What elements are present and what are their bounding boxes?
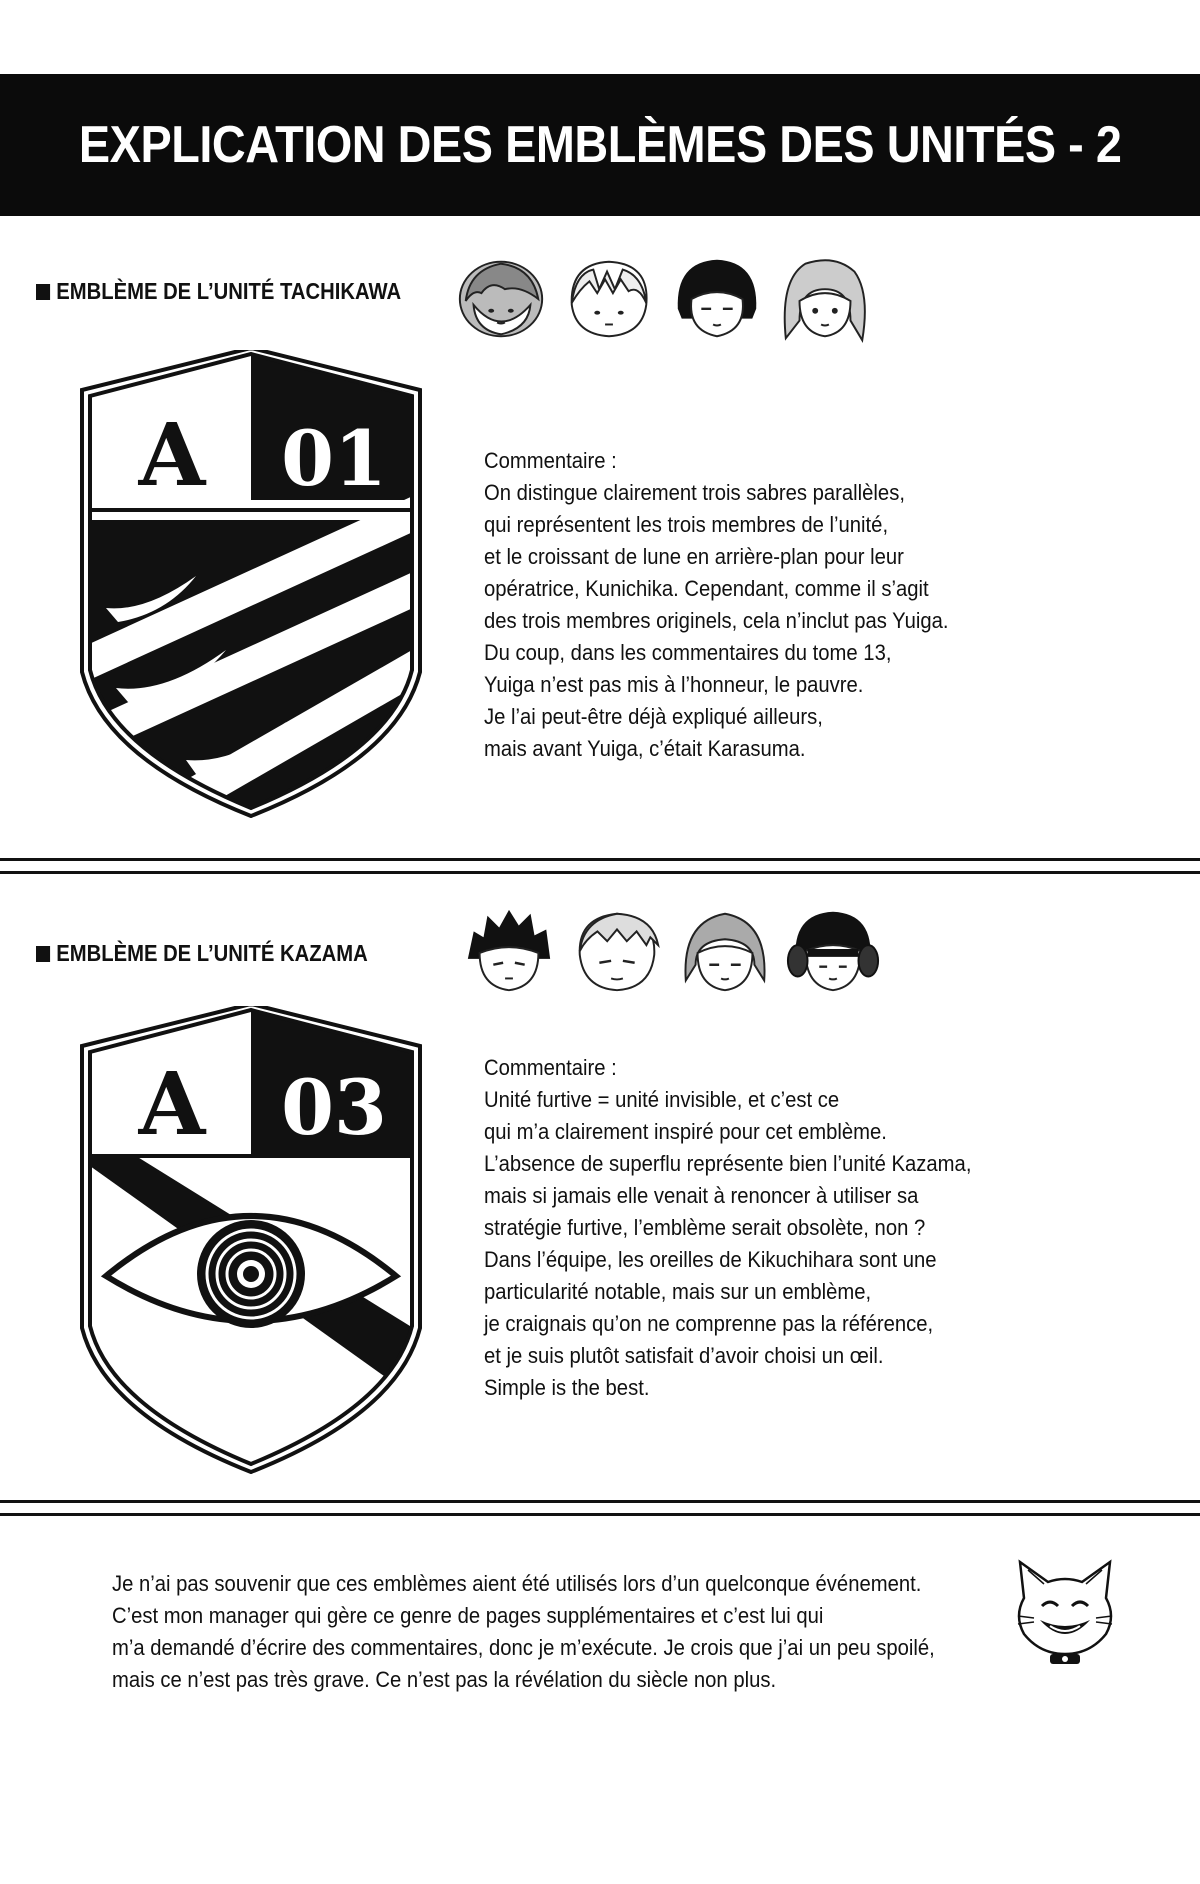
closing-line: m’a demandé d’écrire des commentaires, donc je m’exécute. Je crois que j’ai un peu spoilé, <box>112 1635 935 1660</box>
emblem-letter: A <box>138 1054 206 1155</box>
closing-note <box>112 1568 935 1696</box>
emblem-tachikawa <box>76 350 426 818</box>
face-spiky-dark-hair-icon <box>460 902 558 1000</box>
page-title: EXPLICATION DES EMBLÈMES DES UNITÉS - 2 <box>78 116 1122 174</box>
section-heading-label: EMBLÈME DE L’UNITÉ KAZAMA <box>56 940 368 966</box>
section-heading-kazama <box>36 940 368 967</box>
comment-line: Commentaire : <box>484 1055 617 1080</box>
comment-line: et je suis plutôt satisfait d’avoir choisi un œil. <box>484 1343 884 1368</box>
comment-kazama <box>484 1052 971 1404</box>
closing-line: mais ce n’est pas très grave. Ce n’est pas la révélation du siècle non plus. <box>112 1667 777 1692</box>
comment-line: Dans l’équipe, les oreilles de Kikuchihara sont une <box>484 1247 937 1272</box>
comment-line: Commentaire : <box>484 448 617 473</box>
comment-line: opératrice, Kunichika. Cependant, comme il s’agit <box>484 576 929 601</box>
comment-line: mais si jamais elle venait à renoncer à utiliser sa <box>484 1183 919 1208</box>
page-title-bar <box>0 74 1200 216</box>
comment-line: je craignais qu’on ne comprenne pas la référence, <box>484 1311 934 1336</box>
face-toned-hair-icon <box>676 902 774 1000</box>
face-dark-bob-icon <box>668 250 766 348</box>
closing-line: Je n’ai pas souvenir que ces emblèmes aient été utilisés lors d’un quelconque événement. <box>112 1571 922 1596</box>
comment-line: mais avant Yuiga, c’était Karasuma. <box>484 736 806 761</box>
section-divider <box>0 858 1200 874</box>
section-heading-tachikawa <box>36 278 401 305</box>
emblem-number: 03 <box>281 1063 387 1152</box>
face-long-light-hair-icon <box>776 250 874 348</box>
comment-line: particularité notable, mais sur un emblème, <box>484 1279 872 1304</box>
comment-line: stratégie furtive, l’emblème serait obsolète, non ? <box>484 1215 926 1240</box>
comment-line: et le croissant de lune en arrière-plan pour leur <box>484 544 904 569</box>
heading-bullet-icon <box>36 284 50 300</box>
face-headphones-icon <box>784 902 882 1000</box>
comment-line: Simple is the best. <box>484 1375 650 1400</box>
comment-line: des trois membres originels, cela n’inclut pas Yuiga. <box>484 608 949 633</box>
comment-line: Unité furtive = unité invisible, et c’est ce <box>484 1087 840 1112</box>
comment-line: On distingue clairement trois sabres parallèles, <box>484 480 905 505</box>
cat-mascot-icon <box>1010 1556 1120 1668</box>
comment-line: L’absence de superflu représente bien l’unité Kazama, <box>484 1151 972 1176</box>
emblem-letter: A <box>138 405 206 506</box>
member-faces-kazama <box>460 902 882 1000</box>
comment-line: Je l’ai peut-être déjà expliqué ailleurs, <box>484 704 823 729</box>
closing-line: C’est mon manager qui gère ce genre de pages supplémentaires et c’est lui qui <box>112 1603 824 1628</box>
comment-line: Yuiga n’est pas mis à l’honneur, le pauvre. <box>484 672 864 697</box>
heading-bullet-icon <box>36 946 50 962</box>
face-light-hair-icon <box>560 250 658 348</box>
section-divider <box>0 1500 1200 1516</box>
comment-line: qui représentent les trois membres de l’unité, <box>484 512 889 537</box>
face-messy-hair-icon <box>452 250 550 348</box>
emblem-kazama <box>76 1006 426 1474</box>
member-faces-tachikawa <box>452 250 874 348</box>
comment-line: qui m’a clairement inspiré pour cet emblème. <box>484 1119 887 1144</box>
face-swept-light-hair-icon <box>568 902 666 1000</box>
emblem-number: 01 <box>281 414 387 503</box>
comment-line: Du coup, dans les commentaires du tome 13, <box>484 640 892 665</box>
comment-tachikawa <box>484 445 948 765</box>
section-heading-label: EMBLÈME DE L’UNITÉ TACHIKAWA <box>56 278 402 304</box>
